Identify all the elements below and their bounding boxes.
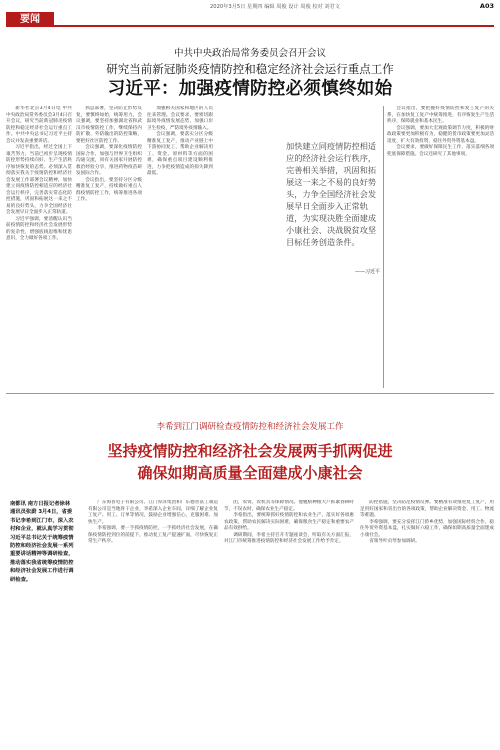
masthead (0, 12, 500, 27)
story2-column-2 (224, 500, 354, 744)
paragraph: 省领导叶贞琴参加调研。 (369, 539, 420, 544)
paragraph: 习近平强调，要清醒认识当前疫情防控和经济社会发展形势的复杂性，增强底线思维和忧患意识，全力做好各项工作。 (6, 216, 72, 241)
paragraph: 加强相关国家和地区的人员往来管理。会议要求，要密切跟踪境外疫情发展态势，加强口岸卫生检疫，严防境外疫情输入。 (147, 106, 213, 131)
paragraph: 会议要求，要做好保障民生工作，落实落细各项兜底保障措施。会议还研究了其他事项。 (387, 145, 494, 157)
pull-quote-source: ——习近平 (354, 269, 380, 275)
paragraph: 会议指出，要把握好疫情防控和复工复产的关系，在加快复工复产中统筹推进，有序恢复生产生活秩序，保障就业和基本民生。 (387, 106, 494, 124)
story-divider (6, 393, 494, 394)
paragraph: 防控措施，坚决防范疫情反弹。要精准有效推进复工复产，用足用好国家和省出台的各项政策，帮助企业解决资金、用工、物流等难题。 (360, 500, 494, 518)
story1-subtitle: 研究当前新冠肺炎疫情防控和稳定经济社会运行重点工作 (106, 62, 394, 76)
paragraph: 团，农资、农机具等保障情况。他勉励种粮大户抓紧春耕时节，不误农时，确保农业生产稳定。 (224, 500, 354, 512)
paragraph: 抓总部署，坚决防止形势反复，要慎终如始，统筹用力。会议强调，要坚持加强湖北省和武汉市疫情防控工作，继续保持内防扩散、外防输出的防控策略，要把好社区防控工作。 (76, 106, 142, 144)
story1-kicker: 中共中央政治局常务委员会召开会议 (173, 48, 326, 59)
paragraph: 李希强调，要充分发挥江门侨乡优势，加强国际经贸合作，稳住外贸外资基本盘，扎实做好六稳工作，确保如期高质量全面建成小康社会。 (360, 519, 494, 538)
story2-column-1 (88, 500, 218, 744)
paragraph: 调研期间，李希主持召开专题座谈会，听取有关方面汇报，对江门市统筹推进疫情防控和经济社会发展工作给予肯定。 (224, 532, 354, 544)
story1-column-1 (6, 106, 72, 388)
paragraph: 广东海普电子有限公司、江门厚泽集团和广东德普富工制造有限公司是当地骨干企业，李希深入企业车间，详细了解企业复工复产、用工、订单等情况，鼓励企业增强信心、克服困难、加快生产。 (88, 500, 218, 525)
paragraph: 会议强调，要深化疫情防控国际合作，加强与世界卫生组织沟通交流，同有关国家开展防控救治经验分享，推进药物疫苗研发国际合作。 (76, 145, 142, 176)
story2-headline-line2: 确保如期高质量全面建成小康社会 (137, 464, 363, 482)
story2-column-3 (360, 500, 494, 744)
story1-column-2 (76, 106, 142, 388)
column-rule (383, 106, 384, 388)
page-number: A03 (479, 2, 494, 10)
paragraph: 新华社北京3月4日电 中共中央政治局常务委员会3月4日召开会议，研究当前新冠肺炎疫情防控和稳定经济社会运行重点工作。中共中央总书记习近平主持会议并发表重要讲话。 (6, 106, 72, 144)
story2-kicker: 李希到江门调研检查疫情防控和经济社会发展工作 (156, 422, 344, 432)
story1-column-3 (147, 106, 213, 388)
paragraph: 习近平指出，经过全国上下艰苦努力，当前已初步呈现疫情防控形势持续向好、生产生活秩序加快恢复的态势。必须深入贯彻落实我关于疫情防控和经济社会发展工作部署会议精神，加快建立同疫情防控相适应的经济社会运行秩序，完善落实常态化防控措施，巩固和拓展这一来之不易的良好势头，力争全国经济社会发展早日全面步入正常轨道。 (6, 145, 72, 215)
paragraph: 会议强调，要落实分区分级精准复工复产，推动产业链上中下游协同复工，帮助企业解决用工、资金、原材料等方面的困难，确保重点项目建设顺利推进，力争把疫情造成的损失降到最低。 (147, 132, 213, 176)
section-label: 要闻 (6, 12, 54, 27)
story1-headline: 习近平：加强疫情防控必须慎终如始 (107, 79, 393, 99)
paragraph: 李希强调，要一手抓疫情防控，一手抓经济社会发展，在确保疫情防控到位的前提下，推动复工复产提速扩面，尽快恢复正常生产秩序。 (88, 526, 218, 544)
paragraph: 会议指出，要坚持分区分级精准复工复产，持续做好重点人群疫情防控工作，统筹推进各项工作。 (76, 177, 142, 202)
story2-headline-line1: 坚持疫情防控和经济社会发展两手抓两促进 (107, 442, 393, 460)
paragraph: 会议强调，要加大宏观政策调节力度，积极的财政政策要更加积极有为，稳健的货币政策要更加灵活适度，扩大有效投资，稳住外贸外资基本盘。 (387, 125, 494, 144)
story1-column-4 (217, 106, 283, 388)
paragraph: 李希指出，要统筹抓好疫情防控和农业生产，落实好各项惠农政策，帮助农民解决实际困难，确保粮食生产稳定和重要农产品有效供给。 (224, 513, 354, 531)
story1-column-5 (387, 106, 494, 388)
dateline: 2020年3月5日 星期四 编辑 周俊 设计 周俊 校对 刘君文 (210, 4, 340, 10)
story2-lead: 南都讯 南方日报记者徐林 通讯员张蔚 3月4日，省委书记李希到江门市，深入农村和企业，就认真学习贯彻习近平总书记关于统筹疫情防控和经济社会发展一系列重要讲话精神等调研检查，推动落实我省统筹疫情防控和经济社会发展工作进行调研检查。 (10, 501, 74, 583)
masthead-rule (54, 25, 494, 27)
pull-quote: 加快建立同疫情防控相适应的经济社会运行秩序，完善相关举措，巩固和拓展这一来之不易的良好势头，力争全国经济社会发展早日全面步入正常轨道，为实现决胜全面建成小康社会、决战脱贫攻坚目标任务创造条件。 (286, 141, 377, 247)
